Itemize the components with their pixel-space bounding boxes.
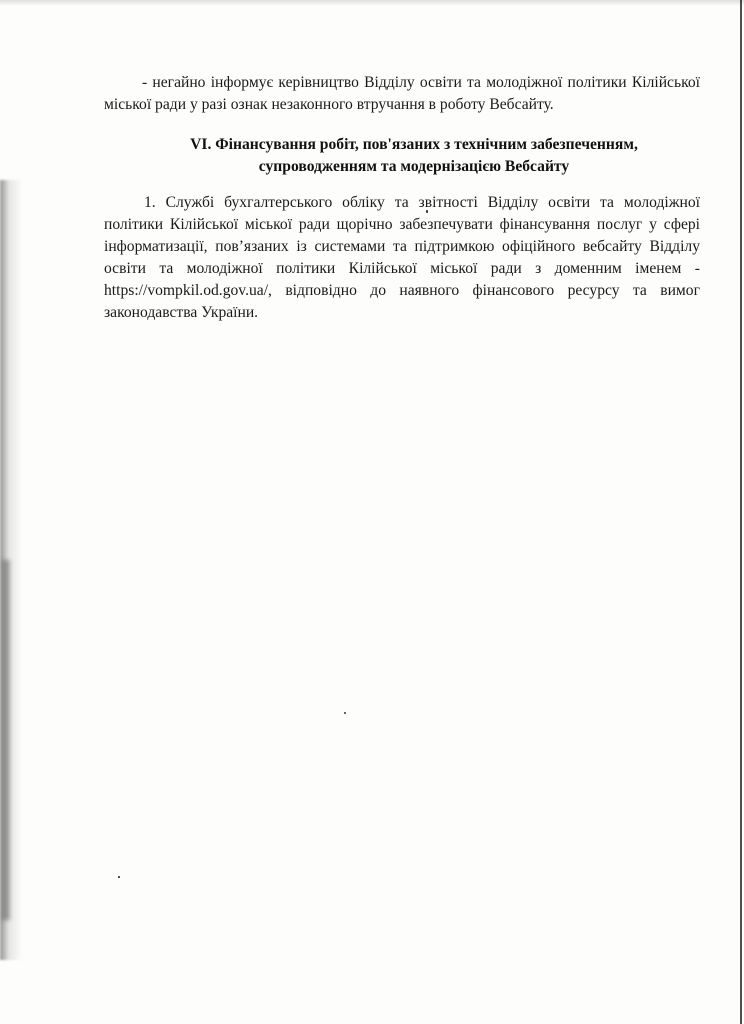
scan-speck: [344, 712, 346, 714]
section-heading-line-2: супроводженням та модернізацією Вебсайту: [258, 158, 570, 175]
paragraph-notify-management: - негайно інформує керівництво Відділу освіти та молодіжної політики Кілійської міської ради у разі ознак незаконного втручання в роботу Вебсайту.: [104, 74, 700, 113]
scan-speck: [118, 876, 120, 878]
scan-left-shadow-dark: [2, 560, 10, 920]
paragraph-financing: 1. Службі бухгалтерського обліку та звітності Відділу освіти та молодіжної політики Кілійської міської ради щорічно забезпечувати фінансування послуг у сфері інформатизації, пов’язаних із системами та підтримкою офіційного вебсайту Відділу освіти та молодіжної політики Кілійської міської ради з доменним іменем - https://vompkil.od.gov.ua/, відповідно до наявного фінансового ресурсу та вимог законодавства України.: [104, 194, 700, 321]
scan-top-shade: [0, 0, 744, 6]
section-heading: [104, 134, 700, 178]
scan-right-edge: [740, 0, 742, 1024]
section-heading-line-1: VI. Фінансування робіт, пов'язаних з технічним забезпеченням,: [190, 136, 638, 153]
